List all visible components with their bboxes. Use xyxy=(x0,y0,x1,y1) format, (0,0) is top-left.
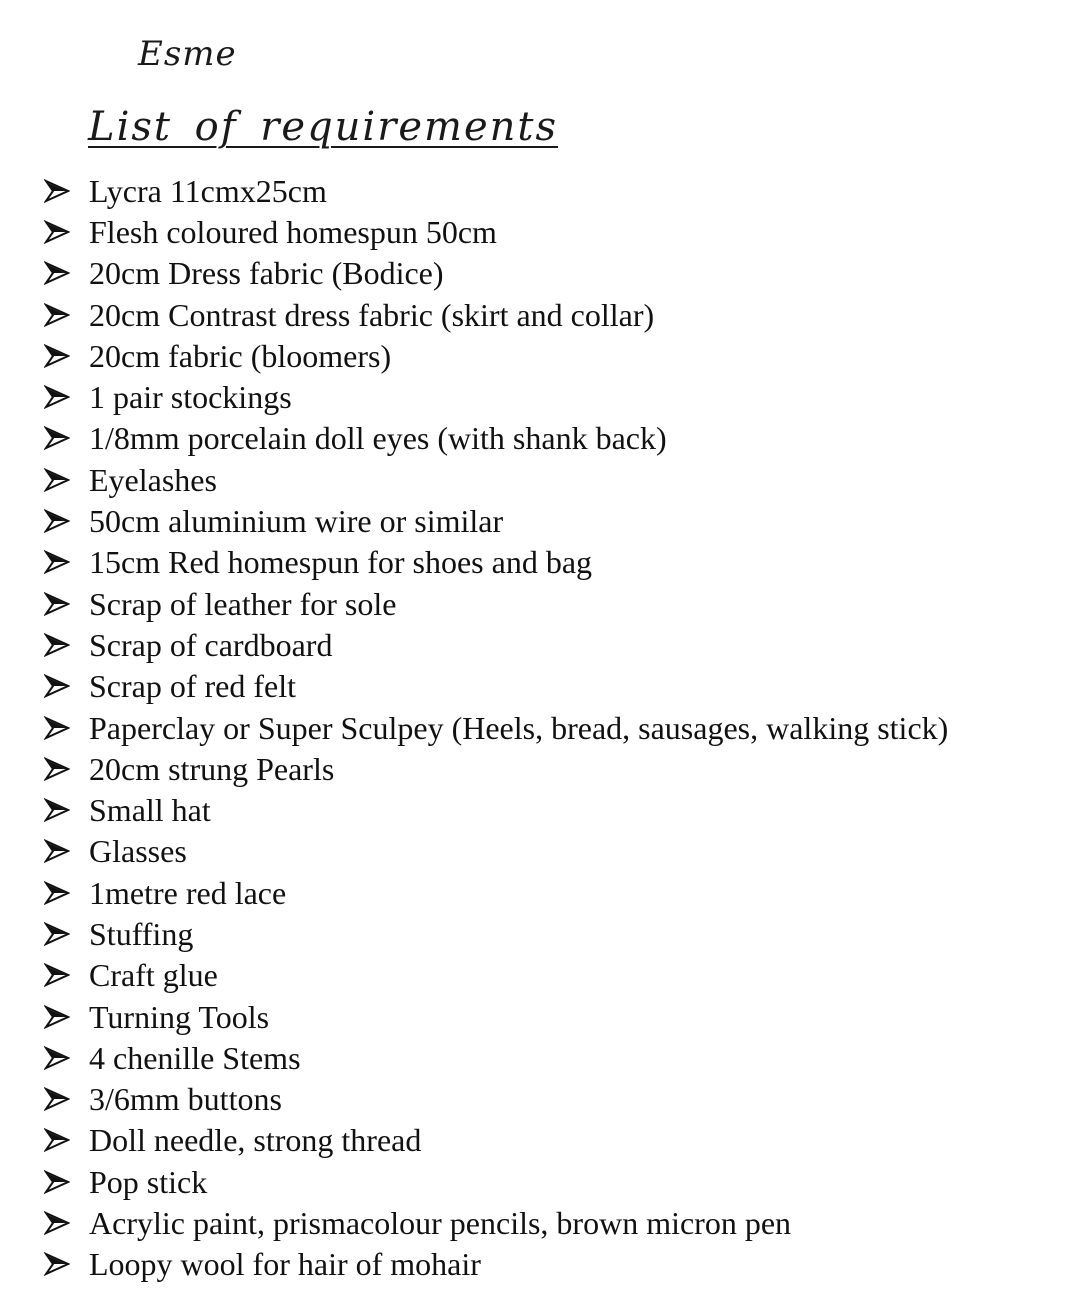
arrowhead-bullet-icon xyxy=(44,960,89,990)
list-item xyxy=(44,996,948,1037)
doll-name: Esme xyxy=(138,34,237,74)
list-item-label: Acrylic paint, prismacolour pencils, brown micron pen xyxy=(89,1205,792,1242)
list-item-label: 1/8mm porcelain doll eyes (with shank back) xyxy=(89,420,667,457)
arrowhead-bullet-icon xyxy=(44,878,89,908)
list-item-label: Stuffing xyxy=(89,915,194,952)
list-item-label: 15cm Red homespun for shoes and bag xyxy=(89,544,593,581)
arrowhead-bullet-icon xyxy=(44,1167,89,1197)
list-item xyxy=(44,1120,948,1161)
arrowhead-bullet-icon xyxy=(44,1208,89,1238)
list-item xyxy=(44,1079,948,1120)
list-item-label: Flesh coloured homespun 50cm xyxy=(89,213,497,250)
list-item xyxy=(44,955,948,996)
arrowhead-bullet-icon xyxy=(44,671,89,701)
arrowhead-bullet-icon xyxy=(44,836,89,866)
list-item-label: Craft glue xyxy=(89,957,218,994)
list-item-label: Small hat xyxy=(89,792,211,829)
list-item xyxy=(44,335,948,376)
list-item xyxy=(44,913,948,954)
page-title: List of requirements xyxy=(88,104,558,150)
list-item-label: Scrap of red felt xyxy=(89,668,297,705)
list-item-label: 1 pair stockings xyxy=(89,379,292,416)
arrowhead-bullet-icon xyxy=(44,258,89,288)
list-item-label: 20cm strung Pearls xyxy=(89,750,335,787)
list-item xyxy=(44,294,948,335)
list-item xyxy=(44,459,948,500)
list-item-label: 1metre red lace xyxy=(89,874,287,911)
list-item xyxy=(44,1244,948,1285)
list-item-label: Eyelashes xyxy=(89,461,217,498)
list-item-label: Pop stick xyxy=(89,1163,208,1200)
arrowhead-bullet-icon xyxy=(44,919,89,949)
list-item-label: 20cm fabric (bloomers) xyxy=(89,337,392,374)
list-item xyxy=(44,500,948,541)
arrowhead-bullet-icon xyxy=(44,547,89,577)
list-item xyxy=(44,1202,948,1243)
list-item-label: Doll needle, strong thread xyxy=(89,1122,422,1159)
arrowhead-bullet-icon xyxy=(44,1084,89,1114)
list-item xyxy=(44,542,948,583)
list-item xyxy=(44,748,948,789)
arrowhead-bullet-icon xyxy=(44,465,89,495)
arrowhead-bullet-icon xyxy=(44,1249,89,1279)
arrowhead-bullet-icon xyxy=(44,176,89,206)
list-item xyxy=(44,831,948,872)
list-item xyxy=(44,211,948,252)
list-item-label: Glasses xyxy=(89,833,187,870)
list-item xyxy=(44,707,948,748)
list-item-label: Turning Tools xyxy=(89,998,270,1035)
list-item xyxy=(44,789,948,830)
list-item xyxy=(44,418,948,459)
arrowhead-bullet-icon xyxy=(44,630,89,660)
list-item-label: Scrap of cardboard xyxy=(89,626,333,663)
list-item xyxy=(44,624,948,665)
arrowhead-bullet-icon xyxy=(44,795,89,825)
arrowhead-bullet-icon xyxy=(44,423,89,453)
list-item xyxy=(44,1161,948,1202)
list-item xyxy=(44,1037,948,1078)
arrowhead-bullet-icon xyxy=(44,1125,89,1155)
list-item-label: 50cm aluminium wire or similar xyxy=(89,503,504,540)
arrowhead-bullet-icon xyxy=(44,1043,89,1073)
arrowhead-bullet-icon xyxy=(44,713,89,743)
list-item xyxy=(44,253,948,294)
list-item-label: Lycra 11cmx25cm xyxy=(89,172,327,209)
list-item-label: 4 chenille Stems xyxy=(89,1039,301,1076)
list-item xyxy=(44,170,948,211)
list-item-label: 3/6mm buttons xyxy=(89,1081,282,1118)
arrowhead-bullet-icon xyxy=(44,506,89,536)
arrowhead-bullet-icon xyxy=(44,382,89,412)
list-item xyxy=(44,583,948,624)
list-item xyxy=(44,376,948,417)
list-item-label: Loopy wool for hair of mohair xyxy=(89,1246,481,1283)
list-item-label: Scrap of leather for sole xyxy=(89,585,397,622)
list-item-label: 20cm Contrast dress fabric (skirt and collar) xyxy=(89,296,655,333)
requirements-list xyxy=(44,170,948,1285)
list-item-label: 20cm Dress fabric (Bodice) xyxy=(89,255,444,292)
arrowhead-bullet-icon xyxy=(44,217,89,247)
list-item xyxy=(44,666,948,707)
arrowhead-bullet-icon xyxy=(44,341,89,371)
list-item-label: Paperclay or Super Sculpey (Heels, bread, sausages, walking stick) xyxy=(89,709,949,746)
arrowhead-bullet-icon xyxy=(44,589,89,619)
arrowhead-bullet-icon xyxy=(44,300,89,330)
arrowhead-bullet-icon xyxy=(44,1002,89,1032)
list-item xyxy=(44,872,948,913)
arrowhead-bullet-icon xyxy=(44,754,89,784)
